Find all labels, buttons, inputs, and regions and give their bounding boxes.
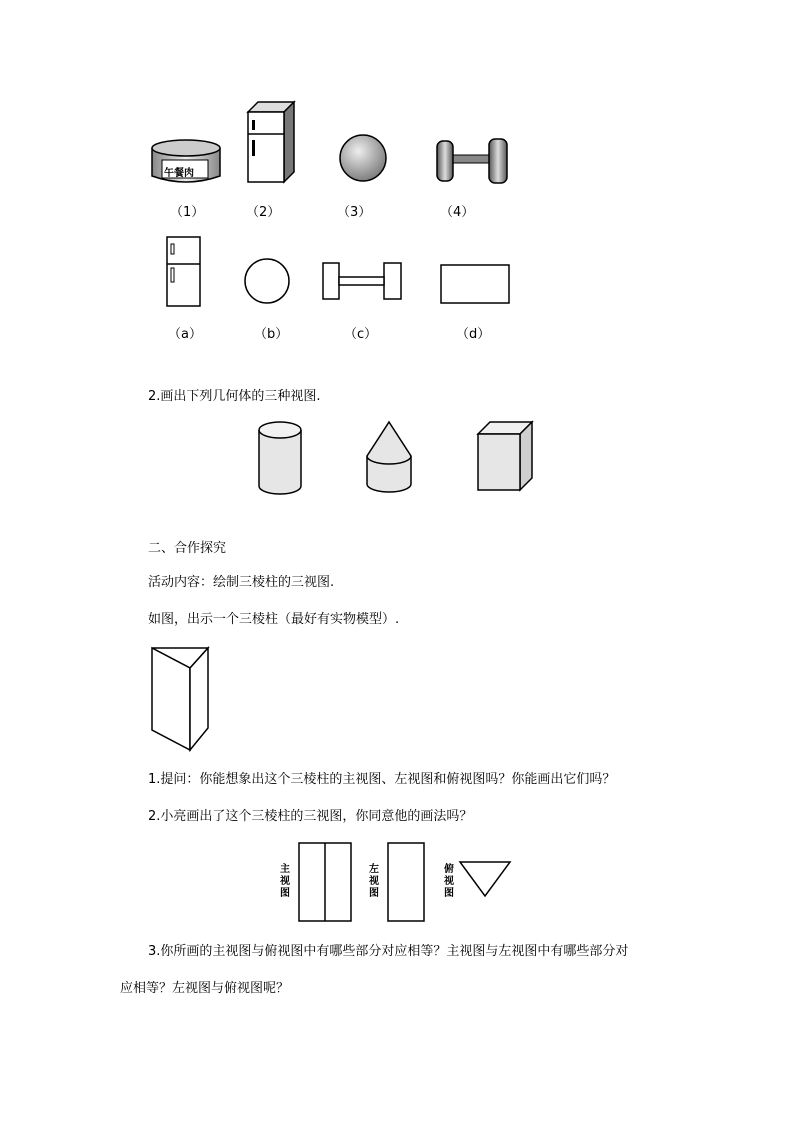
cylinder-solid xyxy=(256,420,304,496)
dumbbell-icon xyxy=(435,137,511,185)
object-label-2: （2） xyxy=(246,205,281,220)
activity-text: 活动内容：绘制三棱柱的三视图. xyxy=(148,575,335,590)
question-2: 2.小亮画出了这个三棱柱的三视图，你同意他的画法吗？ xyxy=(148,809,473,824)
view-label-b: （b） xyxy=(254,327,289,342)
object-label-1: （1） xyxy=(170,205,205,220)
view-label-d: （d） xyxy=(456,327,491,342)
intro-text: 如图，出示一个三棱柱（最好有实物模型）. xyxy=(148,612,400,627)
can-label-text: 午餐肉 xyxy=(164,168,194,179)
question-1: 1.提问：你能想象出这个三棱柱的主视图、左视图和俯视图吗？你能画出它们吗？ xyxy=(148,772,616,787)
refrigerator-front-view xyxy=(166,236,202,308)
left-view-label: 左视图 xyxy=(369,864,379,899)
question-3-line-2: 应相等？左视图与俯视图呢？ xyxy=(120,981,290,996)
view-label-c: （c） xyxy=(344,327,378,342)
prism-left-view xyxy=(387,842,427,924)
circle-view xyxy=(243,257,293,307)
cuboid-solid xyxy=(476,420,534,494)
prism-top-view xyxy=(458,860,514,900)
object-label-4: （4） xyxy=(440,205,475,220)
question-3-line-1: 3.你所画的主视图与俯视图中有哪些部分对应相等？主视图与左视图中有哪些部分对 xyxy=(148,944,629,959)
front-view-label: 主视图 xyxy=(280,864,290,899)
dumbbell-front-view xyxy=(322,262,404,302)
cone-on-cylinder-solid xyxy=(364,420,414,494)
question-2-draw-views: 2.画出下列几何体的三种视图. xyxy=(148,389,321,404)
triangular-prism-solid xyxy=(150,644,212,752)
refrigerator-icon xyxy=(246,100,296,184)
sphere-icon xyxy=(338,133,388,183)
top-view-label: 俯视图 xyxy=(444,864,454,899)
rectangle-view xyxy=(440,264,512,306)
object-label-3: （3） xyxy=(337,205,372,220)
section-heading: 二、合作探究 xyxy=(148,541,227,556)
prism-front-view xyxy=(298,842,354,924)
view-label-a: （a） xyxy=(168,327,202,342)
